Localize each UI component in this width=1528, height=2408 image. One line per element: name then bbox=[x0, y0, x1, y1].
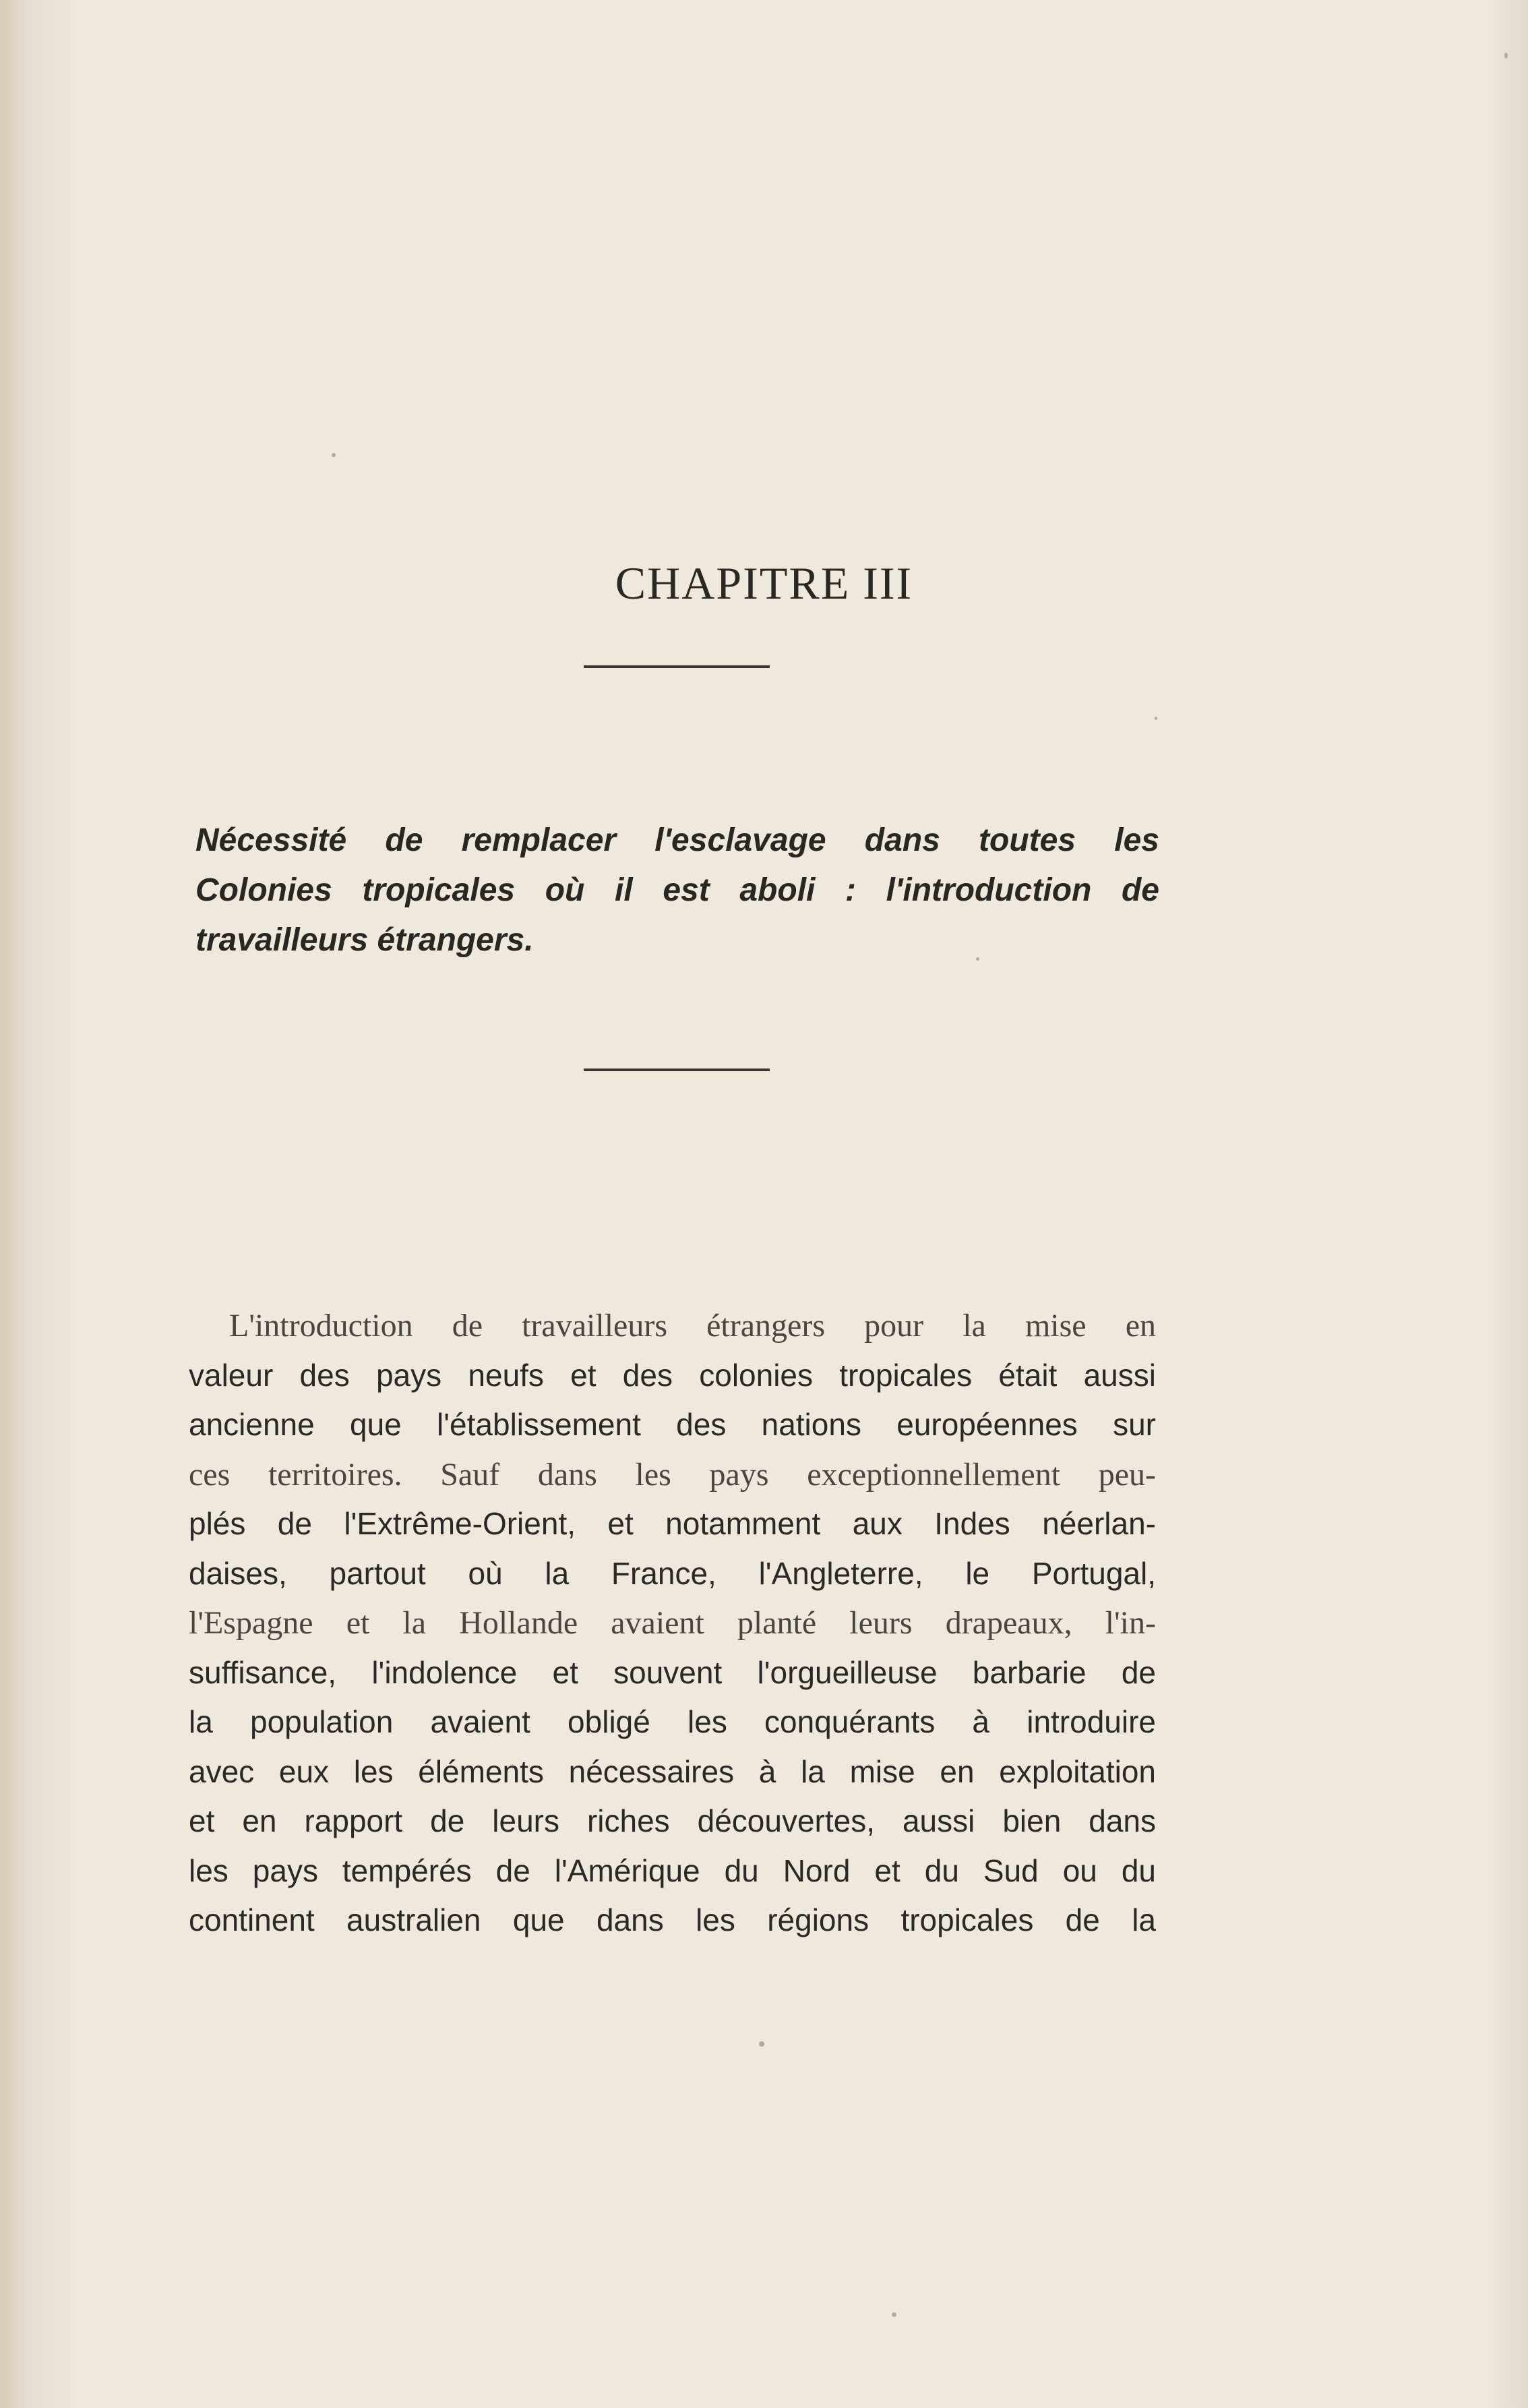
body-line: ancienne que l'établissement des nations européennes sur bbox=[189, 1407, 1156, 1442]
subtitle-line: travailleurs étrangers. bbox=[195, 922, 534, 958]
paper-speck bbox=[892, 2312, 896, 2317]
paper-speck bbox=[1155, 717, 1157, 720]
body-line: valeur des pays neufs et des colonies tropicales était aussi bbox=[189, 1357, 1156, 1393]
body-line: continent australien que dans les régions tropicales de la bbox=[189, 1902, 1156, 1937]
divider-rule-bottom bbox=[584, 1068, 770, 1071]
chapter-subtitle bbox=[195, 816, 1159, 965]
paper-speck bbox=[332, 453, 336, 457]
body-line: la population avaient obligé les conquérants à introduire bbox=[189, 1704, 1156, 1739]
body-line: avec eux les éléments nécessaires à la mise en exploitation bbox=[189, 1753, 1156, 1789]
subtitle-line: Nécessité de remplacer l'esclavage dans toutes les bbox=[195, 822, 1159, 858]
divider-rule-top bbox=[584, 665, 770, 668]
body-line: daises, partout où la France, l'Angleterre, le Portugal, bbox=[189, 1555, 1156, 1591]
page-spine-shadow bbox=[0, 0, 15, 2408]
subtitle-line: Colonies tropicales où il est aboli : l'introduction de bbox=[195, 872, 1159, 908]
body-line: et en rapport de leurs riches découvertes, aussi bien dans bbox=[189, 1803, 1156, 1838]
body-line: ces territoires. Sauf dans les pays exceptionnellement peu- bbox=[189, 1456, 1156, 1493]
body-line: suffisance, l'indolence et souvent l'orgueilleuse barbarie de bbox=[189, 1654, 1156, 1690]
body-paragraph bbox=[189, 1301, 1156, 1946]
body-line: plés de l'Extrême-Orient, et notamment aux Indes néerlan- bbox=[189, 1506, 1156, 1541]
body-line: l'Espagne et la Hollande avaient planté leurs drapeaux, l'in- bbox=[189, 1605, 1156, 1641]
paper-speck bbox=[1504, 53, 1508, 59]
chapter-title: CHAPITRE III bbox=[615, 557, 913, 609]
body-line: les pays tempérés de l'Amérique du Nord et du Sud ou du bbox=[189, 1853, 1156, 1888]
body-line: L'introduction de travailleurs étrangers pour la mise en bbox=[229, 1308, 1156, 1344]
paper-speck bbox=[759, 2041, 764, 2047]
